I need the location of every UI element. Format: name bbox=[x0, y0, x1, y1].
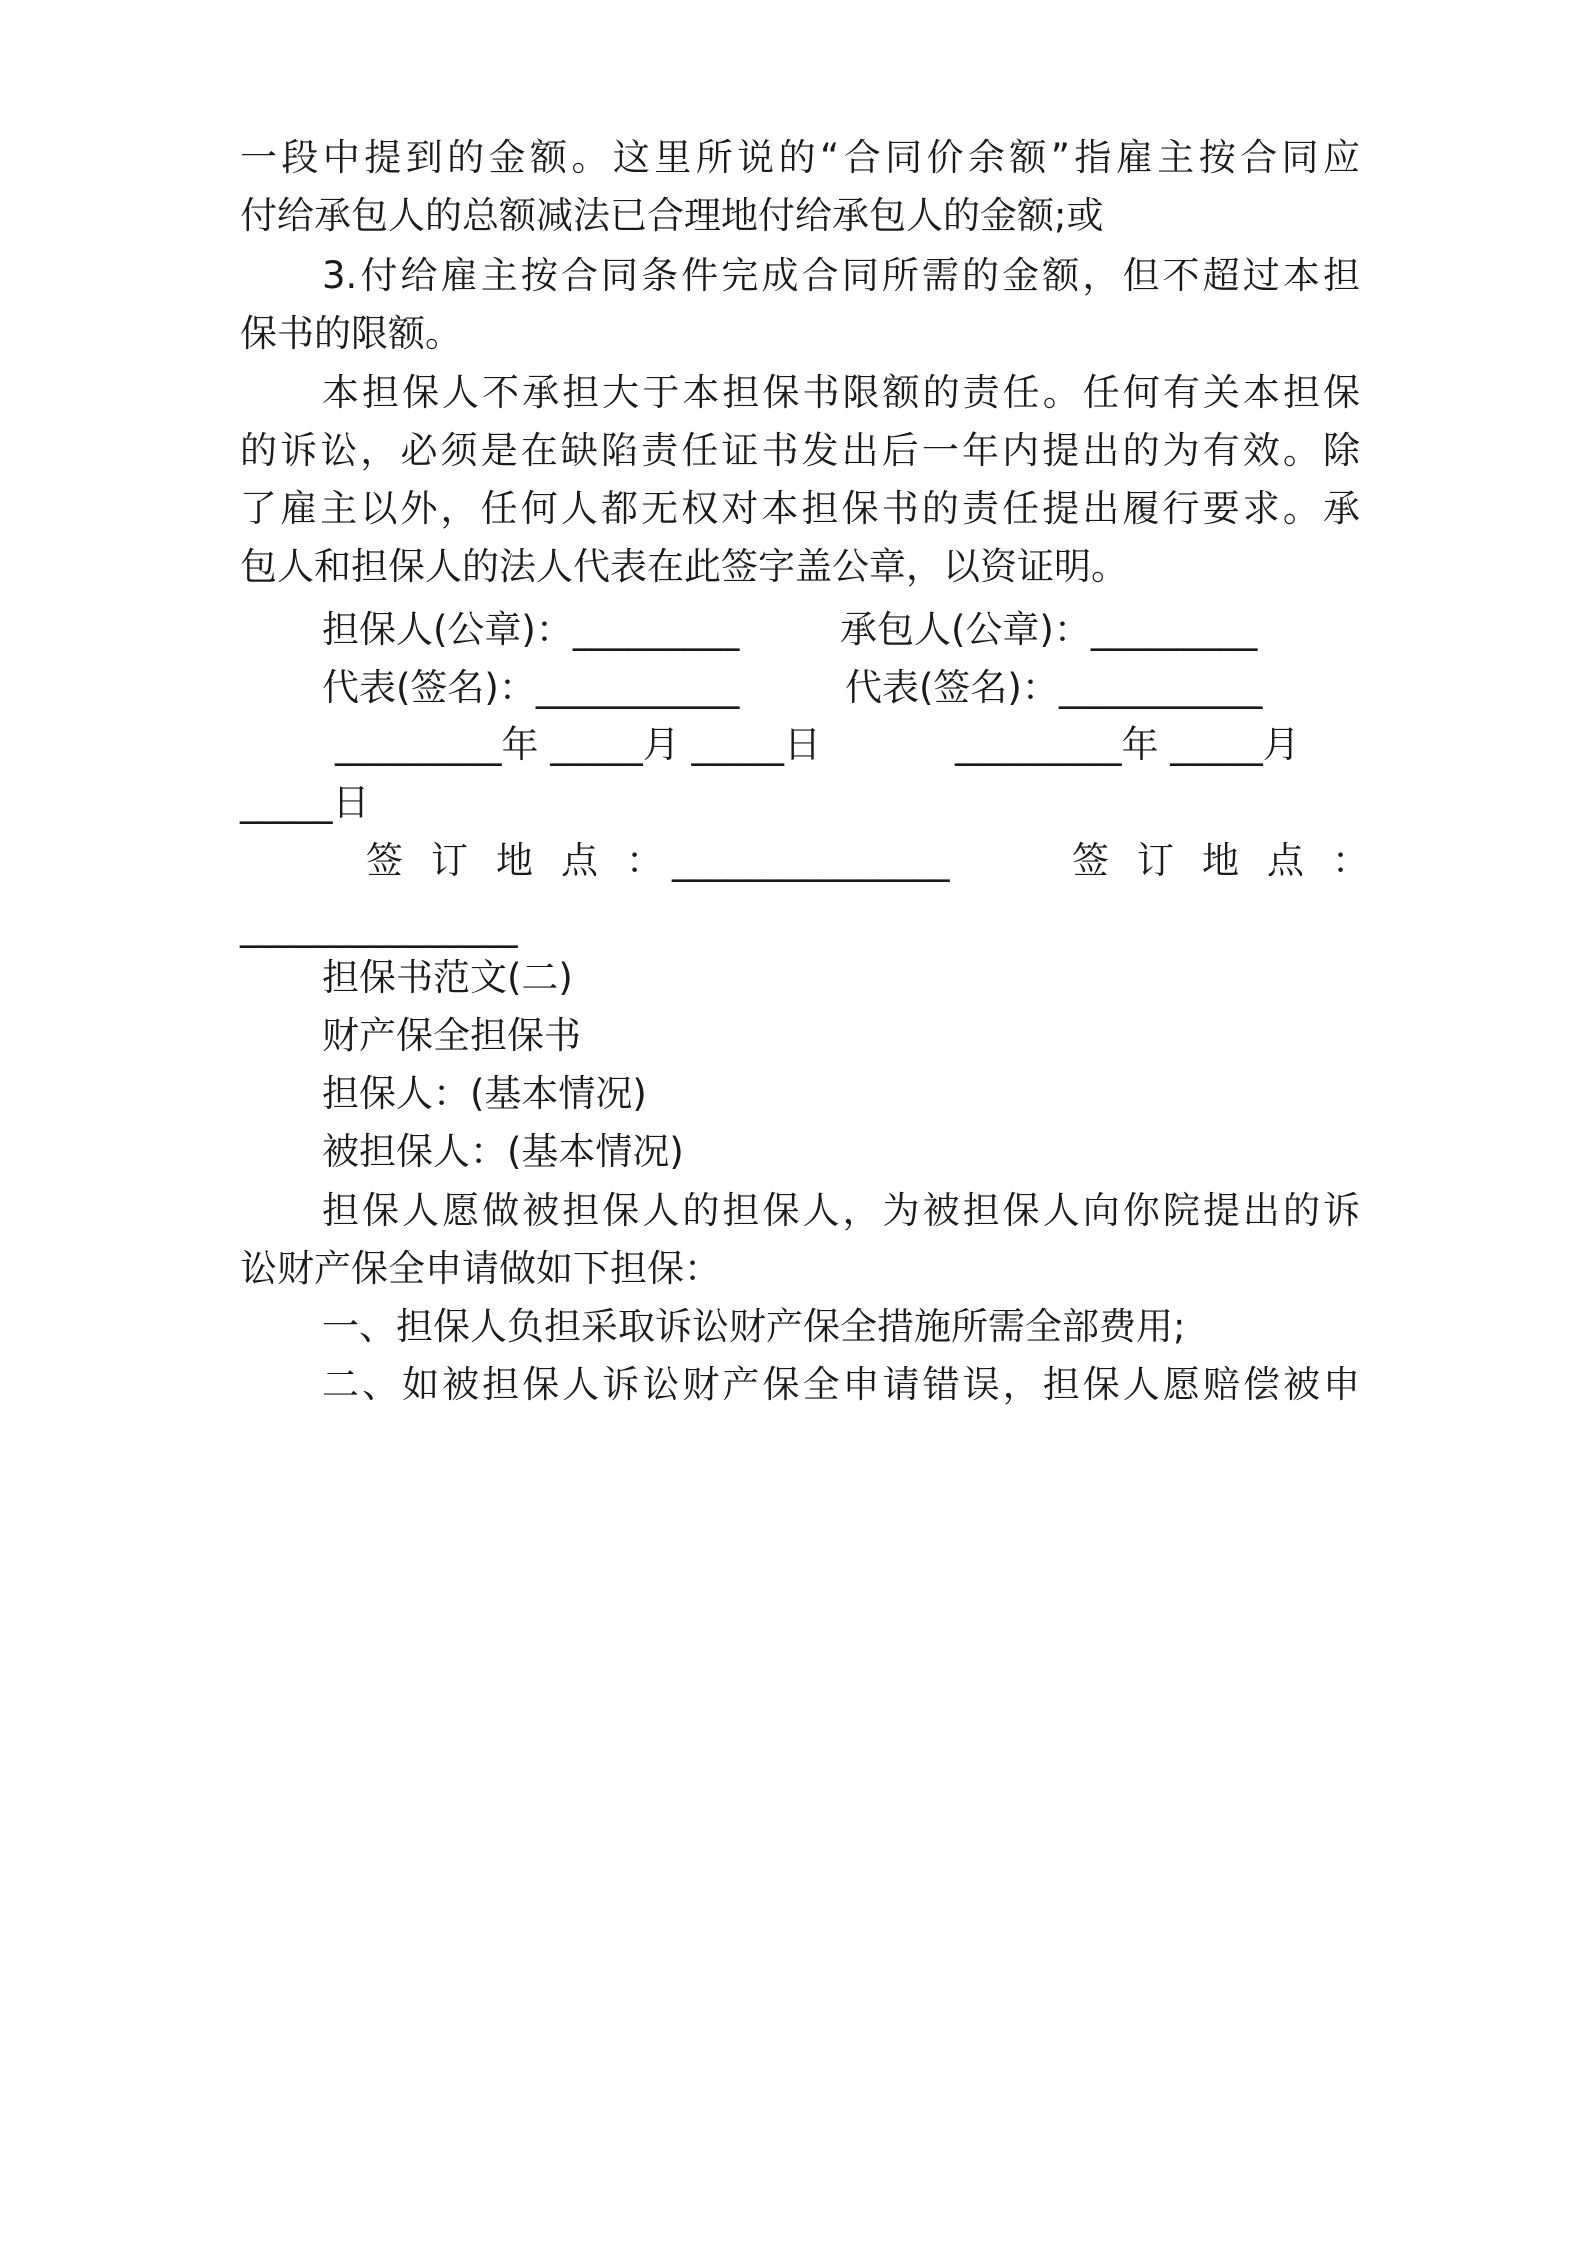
guarantor-place-label: 签订地点： bbox=[366, 839, 691, 882]
paragraph-line: 的诉讼，必须是在缺陷责任证书发出后一年内提出的为有效。除 bbox=[240, 429, 1360, 472]
list-item: 一、担保人负担采取诉讼财产保全措施所需全部费用; bbox=[322, 1305, 1186, 1348]
paragraph-line: 一段中提到的金额。这里所说的“合同价余额”指雇主按合同应 bbox=[240, 136, 1360, 179]
contractor-seal-field: 承包人(公章)：_________ bbox=[840, 608, 1258, 651]
paragraph-line: 担保人愿做被担保人的担保人，为被担保人向你院提出的诉 bbox=[322, 1189, 1360, 1232]
guarantor-place-blank: _______________ bbox=[672, 839, 950, 882]
contractor-date: _________年 _____月 bbox=[955, 723, 1300, 766]
paragraph-line: 讼财产保全申请做如下担保： bbox=[240, 1247, 721, 1290]
paragraph-line: 保书的限额。 bbox=[240, 312, 462, 355]
guarantor-info: 担保人：(基本情况) bbox=[322, 1072, 647, 1115]
contractor-rep-signature: 代表(签名)：___________ bbox=[845, 666, 1263, 709]
section-title: 财产保全担保书 bbox=[322, 1014, 581, 1057]
paragraph-line: 3.付给雇主按合同条件完成合同所需的金额，但不超过本担 bbox=[322, 254, 1360, 297]
list-item: 二、如被担保人诉讼财产保全申请错误，担保人愿赔偿被申 bbox=[322, 1363, 1360, 1406]
guarantor-rep-signature: 代表(签名)：___________ bbox=[322, 666, 740, 709]
contractor-date-day: _____日 bbox=[240, 781, 370, 824]
guaranteed-info: 被担保人：(基本情况) bbox=[322, 1130, 684, 1173]
contractor-place-label: 签订地点： bbox=[1072, 839, 1397, 882]
paragraph-line: 包人和担保人的法人代表在此签字盖公章，以资证明。 bbox=[240, 545, 1128, 588]
paragraph-line: 了雇主以外，任何人都无权对本担保书的责任提出履行要求。承 bbox=[240, 487, 1360, 530]
guarantor-seal-field: 担保人(公章)：_________ bbox=[322, 608, 740, 651]
paragraph-line: 本担保人不承担大于本担保书限额的责任。任何有关本担保 bbox=[322, 371, 1360, 414]
paragraph-line: 付给承包人的总额减法已合理地付给承包人的金额;或 bbox=[240, 194, 1104, 237]
contractor-place-blank: _______________ bbox=[240, 905, 518, 948]
guarantor-date: _________年 _____月 _____日 bbox=[335, 723, 822, 766]
section-heading: 担保书范文(二) bbox=[322, 956, 573, 999]
